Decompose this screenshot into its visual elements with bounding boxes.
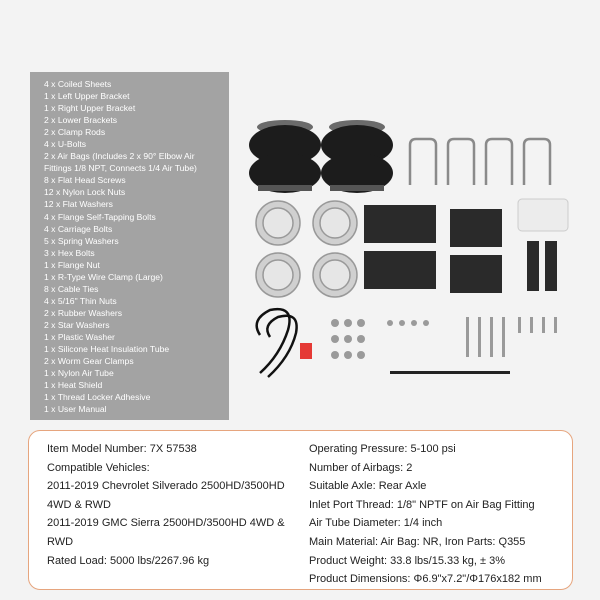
- parts-list-item: 4 x Flange Self-Tapping Bolts: [44, 211, 156, 222]
- specifications-box: [28, 430, 573, 590]
- specs-right-column: [309, 440, 567, 589]
- parts-list-item: 12 x Flat Washers: [44, 199, 113, 210]
- heat-shield: [518, 199, 568, 231]
- parts-list-item: 2 x Star Washers: [44, 319, 110, 330]
- parts-list-item: 8 x Cable Ties: [44, 283, 99, 294]
- spec-line: Number of Airbags: 2: [309, 461, 413, 474]
- spec-line: Air Tube Diameter: 1/4 inch: [309, 517, 443, 530]
- parts-list-item: 1 x Plastic Washer: [44, 331, 115, 342]
- spec-line: Compatible Vehicles:: [47, 461, 150, 474]
- parts-list-item: 1 x Silicone Heat Insulation Tube: [44, 344, 170, 355]
- parts-list-item: 2 x Worm Gear Clamps: [44, 356, 134, 367]
- product-photo: [240, 105, 580, 395]
- parts-list-item: 8 x Flat Head Screws: [44, 175, 126, 186]
- parts-list-item: 4 x 5/16" Thin Nuts: [44, 295, 117, 306]
- parts-list-item: 4 x Carriage Bolts: [44, 223, 113, 234]
- air-bag-right: [321, 120, 393, 193]
- parts-list-item: 1 x Flange Nut: [44, 259, 100, 270]
- parts-list-item: 5 x Spring Washers: [44, 235, 119, 246]
- parts-list-item: 12 x Nylon Lock Nuts: [44, 187, 126, 198]
- parts-list-item: 2 x Clamp Rods: [44, 127, 106, 138]
- parts-list-item: 1 x Left Upper Bracket: [44, 91, 130, 102]
- air-bag-left: [249, 120, 321, 193]
- u-bolts: [410, 139, 550, 185]
- parts-list: [44, 78, 229, 415]
- hardware: [331, 317, 557, 374]
- thread-locker-adhesive: [300, 343, 312, 359]
- parts-list-item: Fittings 1/8 NPT, Connects 1/4 Air Tube): [44, 163, 197, 174]
- spec-line: Product Weight: 33.8 lbs/15.33 kg, ± 3%: [309, 554, 506, 567]
- parts-list-item: 2 x Lower Brackets: [44, 115, 118, 126]
- parts-list-item: 2 x Air Bags (Includes 2 x 90° Elbow Air: [44, 151, 195, 162]
- spec-line: 2011-2019 Chevrolet Silverado 2500HD/3500HD: [47, 480, 285, 493]
- coiled-sheets: [256, 201, 357, 297]
- parts-list-item: 3 x Hex Bolts: [44, 247, 95, 258]
- parts-list-item: 4 x Coiled Sheets: [44, 79, 112, 89]
- parts-list-item: 1 x Heat Shield: [44, 380, 103, 391]
- parts-list-item: 1 x R-Type Wire Clamp (Large): [44, 271, 163, 282]
- parts-list-item: 1 x Right Upper Bracket: [44, 103, 136, 114]
- spec-line: Main Material: Air Bag: NR, Iron Parts: Q355: [309, 535, 526, 548]
- parts-list-item: 4 x U-Bolts: [44, 139, 87, 150]
- parts-list-item: 1 x Nylon Air Tube: [44, 368, 114, 379]
- spec-line: Rated Load: 5000 lbs/2267.96 kg: [47, 554, 210, 567]
- spec-line: RWD: [47, 535, 74, 548]
- spec-line: 2011-2019 GMC Sierra 2500HD/3500HD 4WD &: [47, 517, 285, 530]
- parts-list-item: 1 x User Manual: [44, 404, 107, 415]
- spec-line: Operating Pressure: 5-100 psi: [309, 443, 456, 455]
- specs-left-column: [47, 440, 309, 570]
- spec-line: Inlet Port Thread: 1/8" NPTF on Air Bag Fitting: [309, 498, 535, 511]
- spec-line: Item Model Number: 7X 57538: [47, 443, 197, 455]
- spec-line: 4WD & RWD: [47, 498, 111, 511]
- parts-list-item: 1 x Thread Locker Adhesive: [44, 392, 151, 403]
- spec-line: Suitable Axle: Rear Axle: [309, 480, 427, 493]
- parts-list-panel: [30, 72, 229, 420]
- spec-line: Product Dimensions: Φ6.9"x7.2"/Φ176x182 mm: [309, 573, 542, 586]
- air-tube: [257, 309, 297, 377]
- parts-list-item: 2 x Rubber Washers: [44, 307, 123, 318]
